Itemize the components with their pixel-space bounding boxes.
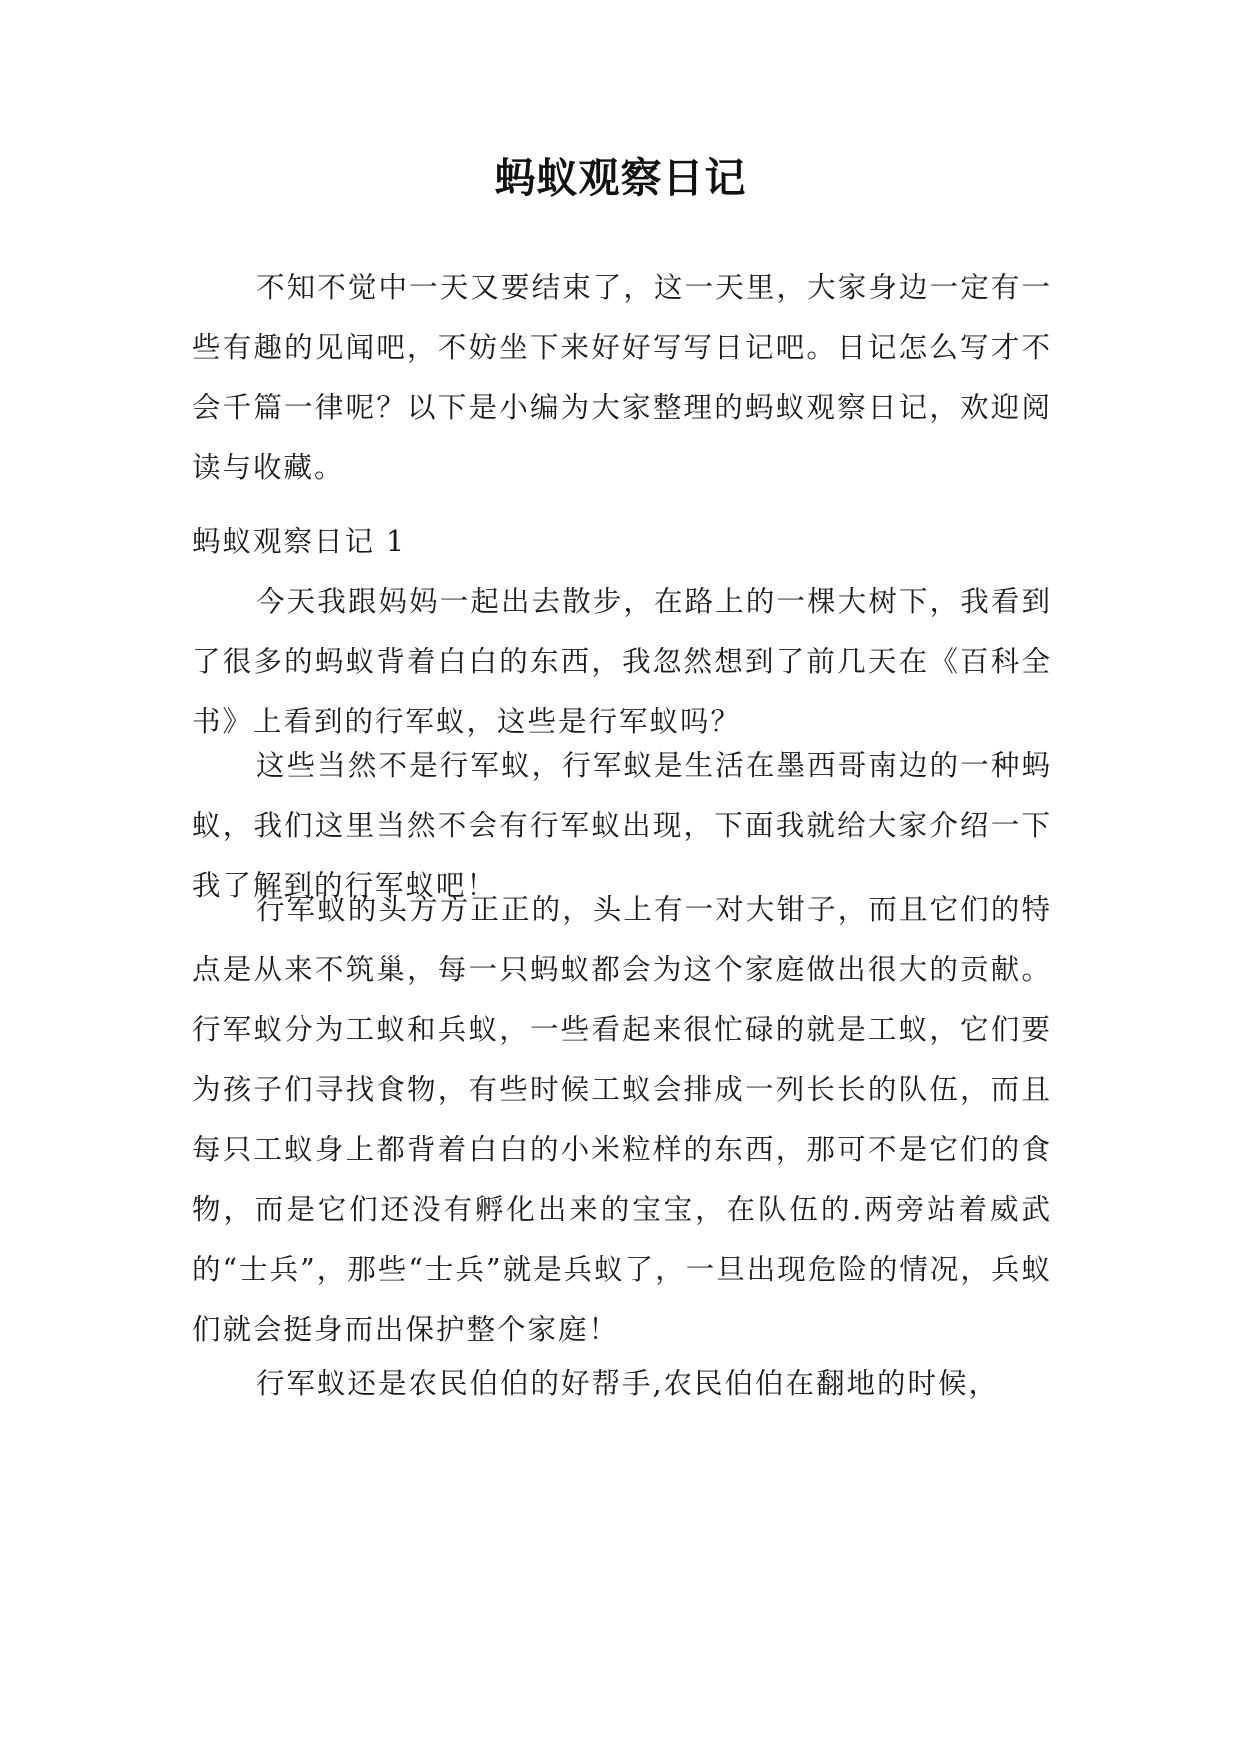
body-paragraph-4: 行军蚁还是农民伯伯的好帮手,农民伯伯在翻地的时候， <box>256 1367 1000 1400</box>
body-paragraph-2: 这些当然不是行军蚁，行军蚁是生活在墨西哥南边的一种蚂蚁，我们这里当然不会有行军蚁出现，下面我就给大家介绍一下我了解到的行军蚁吧！ <box>192 749 1052 902</box>
body-paragraph-1: 今天我跟妈妈一起出去散步，在路上的一棵大树下，我看到了很多的蚂蚁背着白白的东西，我忽然想到了前几天在《百科全书》上看到的行军蚁，这些是行军蚁吗？ <box>192 585 1052 738</box>
section-heading: 蚂蚁观察日记 1 <box>192 525 407 558</box>
intro-paragraph: 不知不觉中一天又要结束了，这一天里，大家身边一定有一些有趣的见闻吧，不妨坐下来好好写写日记吧。日记怎么写才不会千篇一律呢？以下是小编为大家整理的蚂蚁观察日记，欢迎阅读与收藏。 <box>192 271 1052 484</box>
document-title: 蚂蚁观察日记 <box>494 154 747 202</box>
body-paragraph-3: 行军蚁的头方方正正的，头上有一对大钳子，而且它们的特点是从来不筑巢，每一只蚂蚁都会为这个家庭做出很大的贡献。行军蚁分为工蚁和兵蚁，一些看起来很忙碌的就是工蚁，它们要为孩子们寻找食物，有些时候工蚁会排成一列长长的队伍，而且每只工蚁身上都背着白白的小米粒样的东西，那可不是它们的食物，而是它们还没有孵化出来的宝宝，在队伍的.两旁站着威武的“士兵”，那些“士兵”就是兵蚁了，一旦出现危险的情况，兵蚁们就会挺身而出保护整个家庭！ <box>192 893 1052 1346</box>
